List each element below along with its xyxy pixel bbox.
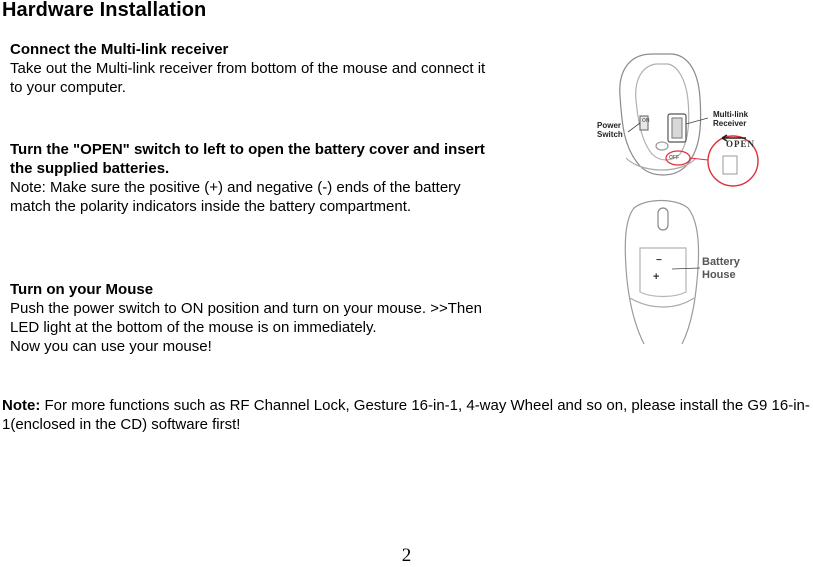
mouse-bottom-view (620, 54, 701, 175)
section-open-battery (10, 140, 545, 216)
section-turn-on (10, 280, 545, 356)
section-text-line: Push the power switch to ON position and turn on your mouse. >>Then (10, 300, 482, 317)
open-latch (723, 156, 737, 174)
section-text-line: Note: Make sure the positive (+) and negative (-) ends of the battery (10, 179, 461, 196)
open-label: OPEN (726, 139, 756, 149)
power-switch-leader (628, 123, 640, 132)
power-switch-label: Power Switch (597, 121, 623, 139)
section-text-line: match the polarity indicators inside the battery compartment. (10, 198, 412, 215)
note-text: For more functions such as RF Channel Lock, Gesture 16-in-1, 4-way Wheel and so on, please install the G9 16-in-1(enclosed in the CD) software first! (2, 397, 810, 433)
battery-leader (672, 268, 700, 269)
section-connect-receiver (10, 40, 545, 97)
plus-sign: + (653, 271, 660, 283)
section-text-line: to your computer. (10, 79, 126, 96)
note-label: Note: (2, 397, 41, 414)
section-text-line: Take out the Multi-link receiver from bottom of the mouse and connect it (10, 60, 486, 77)
callout-connector (690, 158, 708, 160)
mouse-diagram-svg (590, 48, 765, 350)
minus-sign: − (656, 255, 662, 266)
page-title: Hardware Installation (2, 0, 207, 21)
off-label: OFF (669, 155, 679, 161)
section-heading: Turn the "OPEN" switch to left to open the battery cover and insert (10, 141, 485, 158)
mouse-illustration (590, 48, 765, 350)
mouse-top-view (625, 201, 698, 345)
section-heading: Connect the Multi-link receiver (10, 41, 229, 58)
software-note (2, 396, 813, 434)
section-heading: Turn on your Mouse (10, 281, 154, 298)
on-label: ON (642, 118, 650, 124)
page-number: 2 (401, 545, 412, 566)
section-heading: the supplied batteries. (10, 160, 170, 177)
section-text-line: LED light at the bottom of the mouse is on immediately. (10, 319, 377, 336)
receiver-label: Multi-link Receiver (713, 110, 749, 128)
section-text-line: Now you can use your mouse! (10, 338, 212, 355)
battery-house-label: Battery House (702, 256, 740, 281)
